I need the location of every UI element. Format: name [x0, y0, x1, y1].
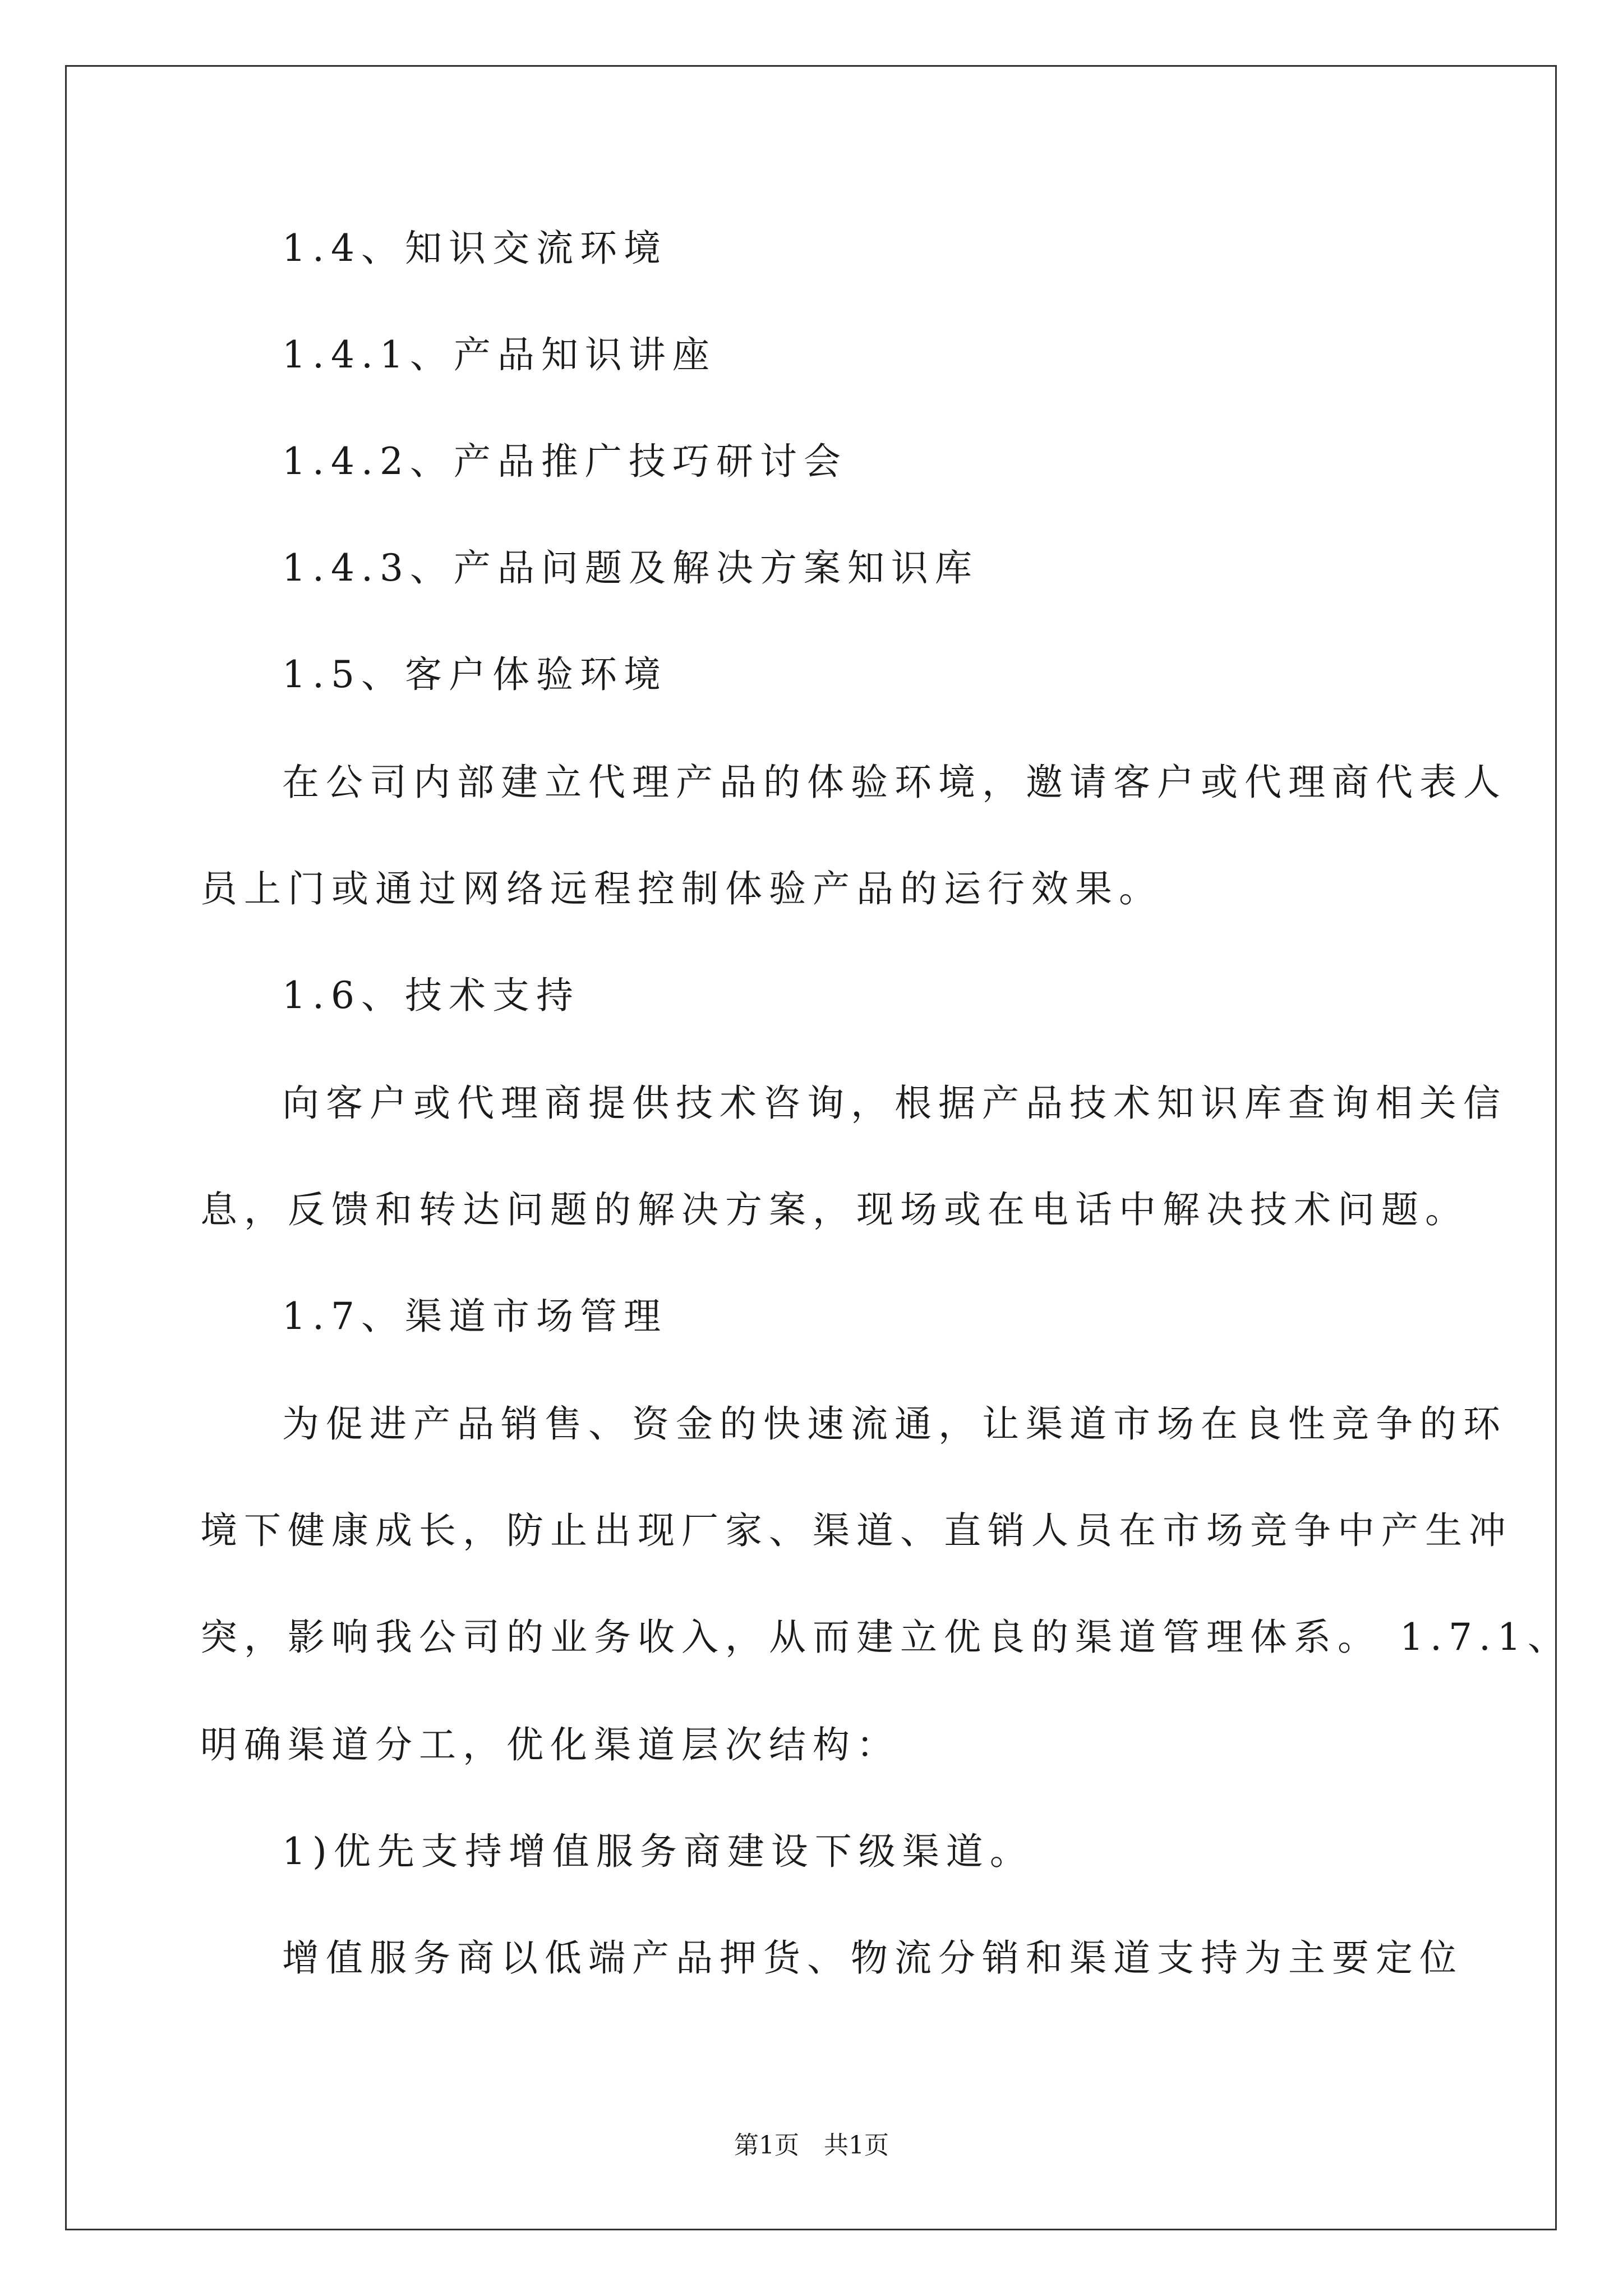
paragraph-line: 为促进产品销售、资金的快速流通，让渠道市场在良性竞争的环	[282, 1402, 1507, 1446]
heading-1-4: 1.4、知识交流环境	[282, 227, 667, 270]
list-item: 1)优先支持增值服务商建设下级渠道。	[282, 1830, 1034, 1873]
heading-1-4-3: 1.4.3、产品问题及解决方案知识库	[282, 546, 979, 590]
heading-1-5: 1.5、客户体验环境	[282, 653, 667, 696]
paragraph-line: 增值服务商以低端产品押货、物流分销和渠道支持为主要定位	[282, 1936, 1463, 1980]
heading-1-4-2: 1.4.2、产品推广技巧研讨会	[282, 440, 847, 483]
paragraph-line: 境下健康成长，防止出现厂家、渠道、直销人员在市场竞争中产生冲	[200, 1509, 1513, 1552]
heading-1-6: 1.6、技术支持	[282, 974, 580, 1017]
paragraph-line: 在公司内部建立代理产品的体验环境，邀请客户或代理商代表人	[282, 761, 1507, 804]
heading-1-4-1: 1.4.1、产品知识讲座	[282, 333, 716, 376]
page-footer: 第1页 共1页	[734, 2131, 889, 2160]
page-border	[65, 65, 1557, 2230]
paragraph-line: 明确渠道分工，优化渠道层次结构：	[200, 1723, 900, 1766]
paragraph-line: 向客户或代理商提供技术咨询，根据产品技术知识库查询相关信	[282, 1082, 1507, 1125]
heading-1-7: 1.7、渠道市场管理	[282, 1295, 667, 1338]
paragraph-line: 员上门或通过网络远程控制体验产品的运行效果。	[200, 867, 1163, 910]
paragraph-line: 息，反馈和转达问题的解决方案，现场或在电话中解决技术问题。	[200, 1188, 1469, 1231]
paragraph-line: 突，影响我公司的业务收入，从而建立优良的渠道管理体系。 1.7.1、	[200, 1616, 1571, 1659]
